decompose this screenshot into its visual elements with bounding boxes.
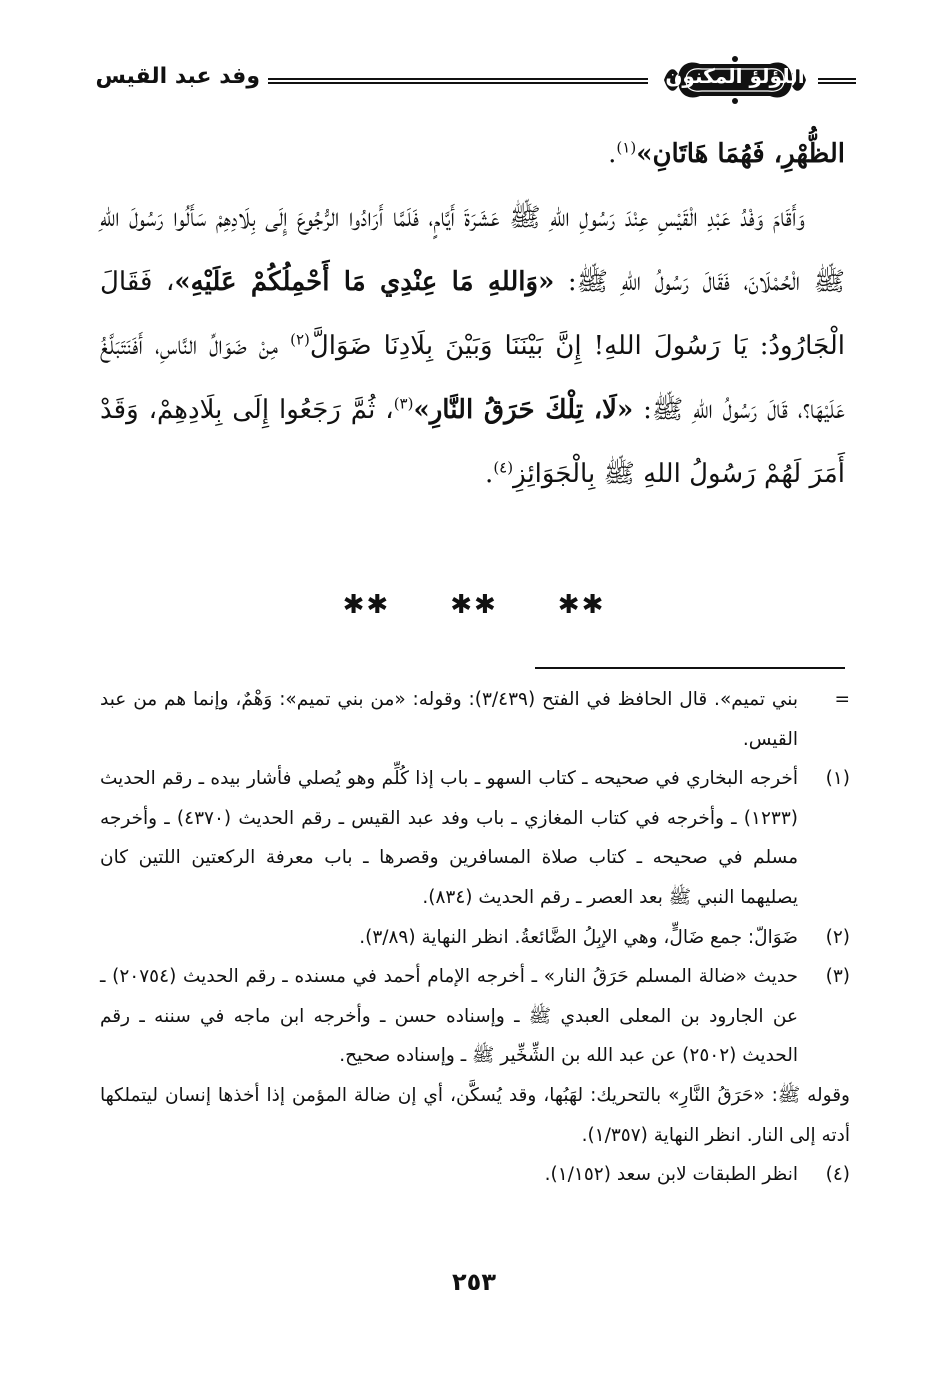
footnote-ref: (٤) bbox=[493, 458, 514, 477]
text-run: ، ثُمَّ رَجَعُوا إِلَى بِلَادِهِمْ، وَقَدْ أَمَرَ لَهُمْ رَسُولُ اللهِ ﷺ بِالْجَوَائِزِ bbox=[100, 395, 845, 489]
header-rule-right bbox=[818, 78, 856, 84]
text-run: ، فَقَالَ الْجَارُودُ: يَا رَسُولَ اللهِ! إِنَّ بَيْنَنَا وَبَيْنَ بِلَادِنَا ضَوَالَّ bbox=[100, 267, 845, 361]
header-rule-left bbox=[268, 78, 648, 84]
footnote-text: وقوله ﷺ: «حَرَقُ النَّارِ» بالتحريك: لهَبُها، وقد يُسكَّن، أي إن ضالة المؤمن إذا أخذها إنسان ليتملكها أدته إلى النار. انظر النهاية (١/٣٥٧). bbox=[100, 1084, 850, 1146]
footnote-text: انظر الطبقات لابن سعد (١/١٥٢). bbox=[544, 1164, 798, 1186]
footnote-text: ضَوَالّ: جمع ضَالٍّ، وهي الإبِلُ الضَّائعةُ. انظر النهاية (٣/٨٩). bbox=[359, 926, 798, 948]
text-run: وَأَقَامَ وَفْدُ عَبْدِ الْقَيْسِ عِنْدَ رَسُولِ اللهِ ﷺ عَشَرَةَ أَيَّامٍ، فَلَمَّا أَرَادُوا الرُّجُوعَ إِلَى بِلَادِهِمْ سَأَلُوا رَسُولَ اللهِ ﷺ الْحُمْلَانَ، فَقَالَ رَسُولُ اللهِ ﷺ: bbox=[100, 203, 845, 297]
chapter-title: وفد عبد القيس bbox=[95, 64, 260, 89]
page-header bbox=[80, 52, 855, 112]
footnotes bbox=[100, 680, 850, 1195]
book-title-ornament bbox=[660, 54, 810, 106]
hadith-text: الظُّهْرِ، فَهُمَا هَاتَانِ» bbox=[636, 139, 845, 169]
footnote-ref: (١) bbox=[616, 138, 637, 157]
asterism-icon: ✱✱ bbox=[342, 590, 391, 620]
footnote-ref: (٣) bbox=[393, 394, 414, 413]
footnote-mark: (١) bbox=[825, 768, 850, 790]
text-run: مِنْ ضَوَالِّ النَّاسِ، أَفَنَتَبَلَّغُ عَلَيْهَا؟، قَالَ رَسُولُ اللهِ ﷺ: bbox=[100, 331, 845, 425]
paragraph bbox=[100, 186, 845, 506]
asterism-icon: ✱✱ bbox=[557, 590, 606, 620]
footnote-ref: (٢) bbox=[290, 330, 310, 349]
footnote-text: أخرجه البخاري في صحيحه ـ كتاب السهو ـ باب إذا كُلِّم وهو يُصلي فأشار بيده ـ رقم الحديث (١٢٣٣) ـ وأخرجه في كتاب المغازي ـ باب وفد عبد القيس ـ رقم الحديث (٤٣٧٠) ـ وأخرجه مسلم في صحيحه ـ كتاب صلاة المسافرين وقصرها ـ باب معرفة الركعتين اللتين كان يصليهما النبي ﷺ بعد العصر ـ رقم الحديث (٨٣٤). bbox=[100, 768, 798, 908]
footnote-3-extra bbox=[100, 1076, 850, 1155]
footnote-text: حديث «ضالة المسلم حَرَقُ النار» ـ أخرجه الإمام أحمد في مسنده ـ رقم الحديث (٢٠٧٥٤) ـ عن الجارود بن المعلى العبدي ﷺ ـ وإسناده حسن ـ وأخرجه ابن ماجه في سننه ـ رقم الحديث (٢٥٠٢) عن عبد الله بن الشِّخِّير ﷺ ـ وإسناده صحيح. bbox=[100, 966, 798, 1067]
page-number: ٢٥٣ bbox=[452, 1268, 496, 1296]
text-run: . bbox=[608, 139, 617, 169]
footnote-continued bbox=[100, 680, 850, 759]
footnote-mark: (٤) bbox=[825, 1164, 850, 1186]
book-title: اللؤلؤ المكنون bbox=[665, 64, 805, 88]
footnote-2 bbox=[100, 918, 850, 958]
footnote-mark: = bbox=[834, 689, 850, 710]
footnote-4 bbox=[100, 1155, 850, 1195]
footnote-1 bbox=[100, 759, 850, 917]
paragraph-continuation bbox=[100, 122, 845, 186]
text-run: . bbox=[485, 459, 494, 489]
footnote-rule bbox=[535, 667, 845, 669]
asterism-icon: ✱✱ bbox=[450, 590, 498, 620]
section-separator bbox=[0, 590, 948, 620]
main-text bbox=[100, 122, 845, 506]
footnote-mark: (٢) bbox=[825, 926, 850, 948]
footnote-text: بني تميم». قال الحافظ في الفتح (٣/٤٣٩): وقوله: «من بني تميم»: وَهْمٌ، وإنما هم من عبد القيس. bbox=[100, 689, 799, 750]
footnote-mark: (٣) bbox=[825, 966, 850, 988]
footnote-3 bbox=[100, 957, 850, 1076]
hadith-text: «وَاللهِ مَا عِنْدِي مَا أَحْمِلُكُمْ عَلَيْهِ» bbox=[174, 267, 555, 297]
hadith-text: «لَا، تِلْكَ حَرَقُ النَّارِ» bbox=[413, 395, 634, 425]
